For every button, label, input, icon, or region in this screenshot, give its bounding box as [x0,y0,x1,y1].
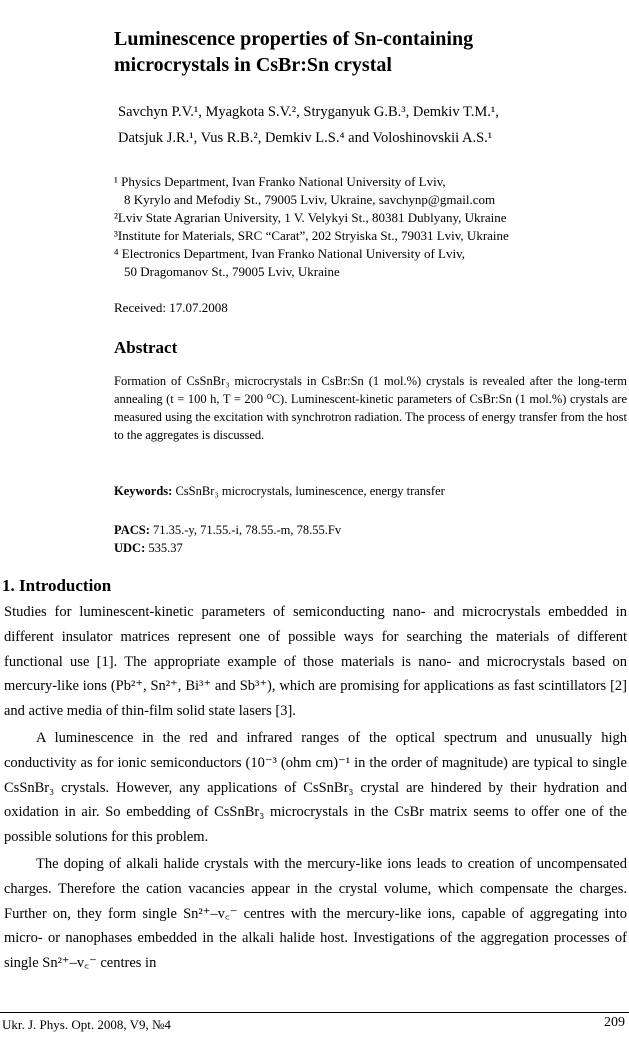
affiliation-line: 50 Dragomanov St., 79005 Lviv, Ukraine [124,264,340,279]
classification-codes [114,521,341,557]
introduction-body [4,600,627,976]
paragraph: Studies for luminescent-kinetic parameters of semiconducting nano- and microcrystals embedded in different insulator matrices represent one of possible ways for searching the materials of different functional use [1]. The appropriate example of those materials is nano- and microcrystals based on mercury-like ions (Pb²⁺, Sn²⁺, Bi³⁺ and Sb³⁺), which are promising for applications as fast scintillators [2] and active media of thin-film solid state lasers [3]. [4,604,627,720]
affiliation-line: 8 Kyrylo and Mefodiy St., 79005 Lviv, Ukraine, savchynp@gmail.com [124,192,496,207]
affiliation-line: ³Institute for Materials, SRC “Carat”, 202 Stryiska St., 79031 Lviv, Ukraine [114,228,509,243]
received-date: Received: 17.07.2008 [114,300,228,315]
paper-title [114,26,594,78]
title-line-2: microcrystals in CsBr:Sn crystal [114,54,392,76]
title-line-1: Luminescence properties of Sn-containing [114,28,474,50]
affiliation-line: ²Lviv State Agrarian University, 1 V. Velykyi St., 80381 Dublyany, Ukraine [114,210,507,225]
journal-citation: Ukr. J. Phys. Opt. 2008, V9, №4 [2,1017,171,1032]
author-list [118,99,618,151]
keywords-text: CsSnBr₃ microcrystals, luminescence, energy transfer [175,484,445,498]
keywords [114,484,627,499]
pacs-label: PACS: [114,523,150,537]
authors-line-2: Datsjuk J.R.¹, Vus R.B.², Demkiv L.S.⁴ and Voloshinovskii A.S.¹ [118,130,493,146]
affiliations [114,173,614,281]
affiliation-line: ¹ Physics Department, Ivan Franko National University of Lviv, [114,174,446,189]
paragraph: A luminescence in the red and infrared ranges of the optical spectrum and unusually high conductivity as for ionic semiconductors (10⁻³ (ohm cm)⁻¹ in the order of magnitude) are typical to single CsSnBr₃ crystals. However, any applications of CsSnBr₃ crystal are hindered by their hydration and oxidation in air. So embedding of CsSnBr₃ microcrystals in the CsBr matrix seems to offer one of the possible solutions for this problem. [4,729,627,846]
page-number: 209 [604,1015,625,1030]
section-heading: 1. Introduction [2,576,112,595]
udc-line [114,539,341,557]
footer-divider [0,1012,629,1013]
udc-label: UDC: [114,541,146,555]
pacs-line [114,521,341,539]
paragraph: The doping of alkali halide crystals with the mercury-like ions leads to creation of uncompensated charges. Therefore the cation vacancies appear in the crystal volume, which compensate the charges. Further on, they form single Sn²⁺–v꜀⁻ centres with the mercury-like ions, capable of aggregating into micro- or nanophases embedded in the alkali halide host. Investigations of the aggregation processes of single Sn²⁺–v꜀⁻ centres in [4,855,627,972]
affiliation-line: ⁴ Electronics Department, Ivan Franko National University of Lviv, [114,246,465,261]
udc-text: 535.37 [148,541,183,555]
abstract-heading: Abstract [114,338,178,357]
keywords-label: Keywords: [114,484,173,498]
abstract-text: Formation of CsSnBr₃ microcrystals in CsBr:Sn (1 mol.%) crystals is revealed after the long-term annealing (t = 100 h, T = 200 ⁰C). Luminescent-kinetic parameters of CsBr:Sn (1 mol.%) crystals are measured using the excitation with synchrotron radiation. The process of energy transfer from the host to the aggregates is discussed. [114,374,627,442]
pacs-text: 71.35.-y, 71.55.-i, 78.55.-m, 78.55.Fv [153,523,342,537]
authors-line-1: Savchyn P.V.¹, Myagkota S.V.², Stryganyuk G.B.³, Demkiv T.M.¹, [118,104,499,120]
